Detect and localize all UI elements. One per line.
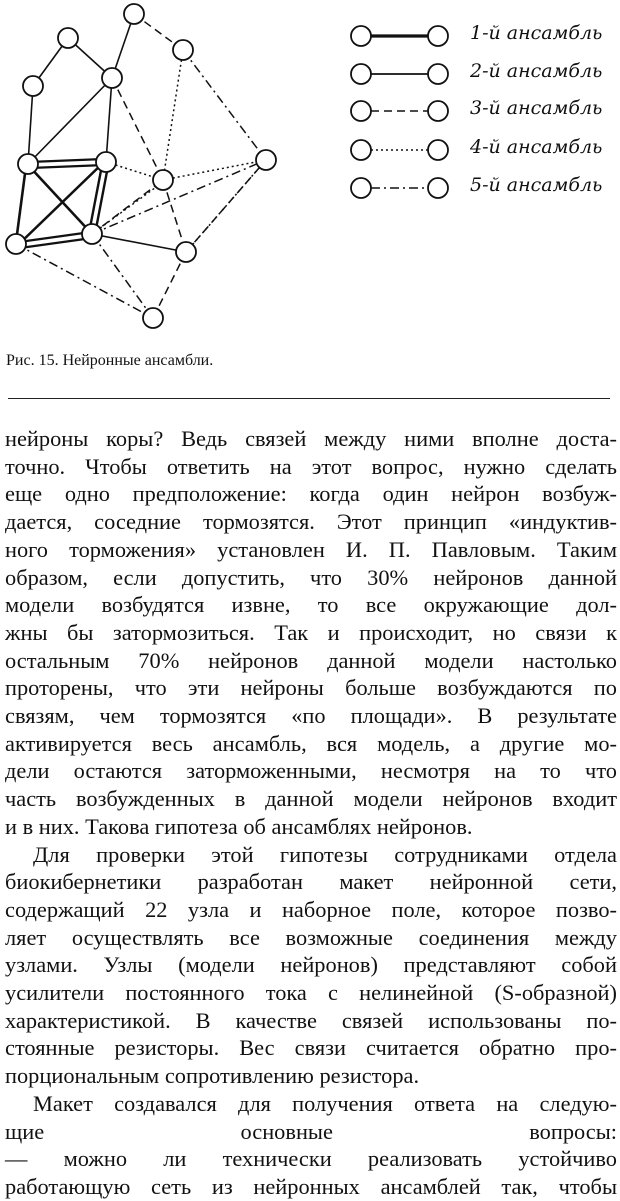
neuron-node — [153, 170, 173, 190]
neuron-node — [176, 242, 196, 262]
neuron-node — [18, 154, 38, 174]
text-line: связям, чем тормозятся «по площади». В результате — [5, 703, 617, 729]
edge-ensemble-5 — [183, 50, 266, 160]
edge-ensemble-3 — [112, 78, 163, 180]
divider — [8, 398, 610, 399]
neuron-node — [82, 224, 102, 244]
legend-node — [428, 64, 448, 84]
neuron-node — [102, 68, 122, 88]
text-line: нейроны коры? Ведь связей между ними вполне доста- — [5, 426, 617, 451]
text-line: Макет создавался для получения ответа на следую- — [33, 1090, 617, 1116]
neuron-node — [58, 28, 78, 48]
edge-ensemble-5 — [92, 234, 153, 318]
text-line: щие основные вопросы: — [5, 1118, 617, 1144]
legend-node — [351, 26, 371, 46]
edge-ensemble-2 — [28, 86, 33, 164]
edge-ensemble-2 — [92, 234, 186, 252]
text-line: и в них. Такова гипотеза об ансамблях нейронов. — [5, 813, 473, 839]
paragraph — [5, 1090, 617, 1201]
text-line: стоянные резисторы. Вес связи считается обратно про- — [5, 1035, 617, 1061]
legend-node — [428, 26, 448, 46]
edge-ensemble-1 — [29, 159, 104, 162]
legend-label-3: 3-й ансамбль — [470, 97, 603, 119]
legend-node — [351, 178, 371, 198]
text-line: остальным 70% нейронов данной модели настолько — [5, 647, 617, 673]
legend-node — [351, 140, 371, 160]
edge-ensemble-3 — [153, 252, 186, 318]
legend-label-5: 5-й ансамбль — [470, 174, 603, 196]
legend-node — [428, 140, 448, 160]
body-text — [5, 425, 617, 1201]
text-line: характеристикой. В качестве связей использованы по- — [5, 1007, 617, 1033]
neuron-node — [96, 152, 116, 172]
text-line: ного торможения» установлен И. П. Павловым. Таким — [5, 536, 617, 562]
text-line: ляет осуществлять все возможные соединения между — [5, 924, 617, 950]
edge-ensemble-2 — [106, 78, 112, 162]
legend-node — [428, 101, 448, 121]
text-line: активируется весь ансамбль, вся модель, а другие мо- — [5, 730, 617, 756]
legend-label-2: 2-й ансамбль — [470, 60, 603, 82]
neuron-ensemble-figure — [0, 0, 620, 340]
neuron-node — [173, 40, 193, 60]
text-line: — можно ли технически реализовать устойчиво — [5, 1146, 617, 1172]
text-line: работающую сеть из нейронных ансамблей так, чтобы — [5, 1173, 617, 1199]
edge-ensemble-5 — [92, 160, 266, 234]
text-line: образом, если допустить, что 30% нейронов данной — [5, 564, 617, 590]
text-line: часть возбужденных в данной модели нейронов входит — [5, 786, 617, 812]
text-line: модели возбудятся извне, то все окружающие дол- — [5, 592, 617, 618]
edge-ensemble-1 — [16, 166, 26, 242]
text-line: проторены, что эти нейроны больше возбуждаются по — [5, 675, 617, 701]
figure-caption: Рис. 15. Нейронные ансамбли. — [6, 352, 214, 369]
text-line: жны бы затормозиться. Так и происходит, но связи к — [5, 619, 617, 645]
text-line: еще одно предположение: когда один нейрон возбуж- — [5, 481, 617, 507]
edge-ensemble-3 — [163, 180, 186, 252]
neuron-node — [256, 150, 276, 170]
edge-ensemble-1 — [30, 165, 105, 168]
paragraph — [5, 425, 617, 841]
legend-node — [428, 178, 448, 198]
legend-label-1: 1-й ансамбль — [470, 22, 603, 44]
text-line: узлами. Узлы (модели нейронов) представляют собой — [5, 952, 617, 978]
neuron-node — [23, 76, 43, 96]
text-line: биокибернетики разработан макет нейронной сети, — [5, 869, 617, 895]
text-line: порциональным сопротивлению резистора. — [5, 1063, 420, 1089]
text-line: усилители постоянного тока с нелинейной (S-образной) — [5, 980, 617, 1006]
text-line: точно. Чтобы ответить на этот вопрос, нужно сделать — [5, 453, 617, 479]
legend-node — [351, 101, 371, 121]
neuron-node — [6, 234, 26, 254]
text-line: содержащий 22 узла и наборное поле, которое позво- — [5, 896, 617, 922]
neuron-node — [143, 308, 163, 328]
edge-ensemble-1 — [28, 165, 92, 234]
paragraph — [5, 841, 617, 1090]
neuron-node — [124, 4, 144, 24]
text-line: дается, соседние тормозятся. Этот принцип «индуктив- — [5, 509, 617, 535]
edge-ensemble-4 — [163, 50, 183, 180]
edge-ensemble-5 — [16, 244, 153, 318]
network-diagram — [0, 0, 620, 340]
legend-label-4: 4-й ансамбль — [470, 136, 603, 158]
text-line: Для проверки этой гипотезы сотрудниками отдела — [33, 841, 617, 867]
text-line: дели остаются заторможенными, несмотря на то что — [5, 758, 617, 784]
legend-node — [351, 64, 371, 84]
